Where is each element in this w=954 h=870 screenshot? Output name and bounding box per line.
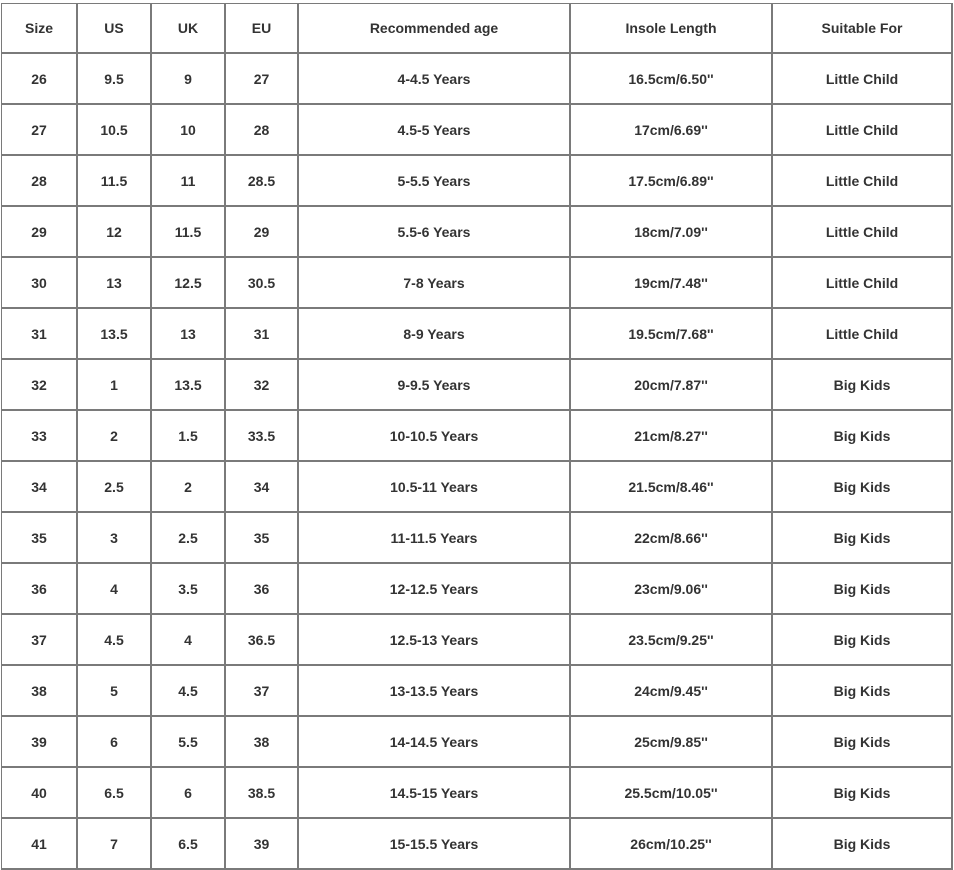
cell-size: 26 <box>2 54 78 105</box>
table-row <box>2 615 953 666</box>
table-row <box>2 54 953 105</box>
header-us: US <box>78 4 152 54</box>
cell-insole-length: 18cm/7.09'' <box>571 207 773 258</box>
cell-suitable-for: Big Kids <box>773 819 953 870</box>
cell-recommended-age: 15-15.5 Years <box>299 819 571 870</box>
table-row <box>2 564 953 615</box>
cell-suitable-for: Big Kids <box>773 411 953 462</box>
cell-size: 30 <box>2 258 78 309</box>
table-row <box>2 156 953 207</box>
cell-suitable-for: Big Kids <box>773 666 953 717</box>
cell-eu: 29 <box>226 207 299 258</box>
cell-us: 13 <box>78 258 152 309</box>
cell-suitable-for: Big Kids <box>773 564 953 615</box>
cell-eu: 36 <box>226 564 299 615</box>
cell-eu: 38.5 <box>226 768 299 819</box>
cell-size: 29 <box>2 207 78 258</box>
cell-recommended-age: 12-12.5 Years <box>299 564 571 615</box>
cell-eu: 28 <box>226 105 299 156</box>
cell-us: 1 <box>78 360 152 411</box>
cell-eu: 34 <box>226 462 299 513</box>
table-row <box>2 411 953 462</box>
cell-eu: 35 <box>226 513 299 564</box>
cell-insole-length: 21cm/8.27'' <box>571 411 773 462</box>
cell-eu: 36.5 <box>226 615 299 666</box>
cell-suitable-for: Big Kids <box>773 717 953 768</box>
cell-us: 2.5 <box>78 462 152 513</box>
table-row <box>2 462 953 513</box>
cell-uk: 13 <box>152 309 226 360</box>
cell-recommended-age: 8-9 Years <box>299 309 571 360</box>
table-row <box>2 819 953 870</box>
cell-uk: 13.5 <box>152 360 226 411</box>
cell-size: 34 <box>2 462 78 513</box>
cell-insole-length: 22cm/8.66'' <box>571 513 773 564</box>
cell-size: 28 <box>2 156 78 207</box>
cell-insole-length: 25.5cm/10.05'' <box>571 768 773 819</box>
cell-size: 33 <box>2 411 78 462</box>
cell-recommended-age: 5.5-6 Years <box>299 207 571 258</box>
cell-insole-length: 26cm/10.25'' <box>571 819 773 870</box>
cell-us: 11.5 <box>78 156 152 207</box>
cell-suitable-for: Little Child <box>773 105 953 156</box>
cell-suitable-for: Little Child <box>773 54 953 105</box>
cell-size: 32 <box>2 360 78 411</box>
cell-recommended-age: 14-14.5 Years <box>299 717 571 768</box>
cell-insole-length: 19.5cm/7.68'' <box>571 309 773 360</box>
table-row <box>2 105 953 156</box>
cell-suitable-for: Big Kids <box>773 513 953 564</box>
cell-suitable-for: Big Kids <box>773 768 953 819</box>
cell-recommended-age: 13-13.5 Years <box>299 666 571 717</box>
cell-size: 27 <box>2 105 78 156</box>
cell-size: 35 <box>2 513 78 564</box>
cell-us: 13.5 <box>78 309 152 360</box>
header-insole-length: Insole Length <box>571 4 773 54</box>
cell-uk: 1.5 <box>152 411 226 462</box>
cell-uk: 2.5 <box>152 513 226 564</box>
cell-insole-length: 25cm/9.85'' <box>571 717 773 768</box>
cell-eu: 32 <box>226 360 299 411</box>
cell-us: 6 <box>78 717 152 768</box>
cell-recommended-age: 10.5-11 Years <box>299 462 571 513</box>
cell-recommended-age: 10-10.5 Years <box>299 411 571 462</box>
cell-us: 7 <box>78 819 152 870</box>
cell-uk: 3.5 <box>152 564 226 615</box>
cell-uk: 9 <box>152 54 226 105</box>
cell-eu: 38 <box>226 717 299 768</box>
cell-us: 3 <box>78 513 152 564</box>
cell-us: 12 <box>78 207 152 258</box>
cell-uk: 11 <box>152 156 226 207</box>
cell-uk: 11.5 <box>152 207 226 258</box>
table-row <box>2 207 953 258</box>
cell-insole-length: 17.5cm/6.89'' <box>571 156 773 207</box>
table-row <box>2 717 953 768</box>
cell-insole-length: 17cm/6.69'' <box>571 105 773 156</box>
cell-recommended-age: 11-11.5 Years <box>299 513 571 564</box>
cell-recommended-age: 9-9.5 Years <box>299 360 571 411</box>
cell-size: 38 <box>2 666 78 717</box>
table-row <box>2 666 953 717</box>
cell-size: 40 <box>2 768 78 819</box>
cell-suitable-for: Little Child <box>773 258 953 309</box>
cell-uk: 4 <box>152 615 226 666</box>
cell-recommended-age: 5-5.5 Years <box>299 156 571 207</box>
cell-size: 41 <box>2 819 78 870</box>
cell-eu: 37 <box>226 666 299 717</box>
cell-eu: 28.5 <box>226 156 299 207</box>
table-row <box>2 513 953 564</box>
cell-insole-length: 20cm/7.87'' <box>571 360 773 411</box>
cell-uk: 5.5 <box>152 717 226 768</box>
cell-eu: 30.5 <box>226 258 299 309</box>
table-body <box>2 54 953 870</box>
cell-suitable-for: Little Child <box>773 156 953 207</box>
table-row <box>2 768 953 819</box>
cell-insole-length: 19cm/7.48'' <box>571 258 773 309</box>
cell-insole-length: 21.5cm/8.46'' <box>571 462 773 513</box>
cell-us: 6.5 <box>78 768 152 819</box>
header-suitable-for: Suitable For <box>773 4 953 54</box>
cell-recommended-age: 7-8 Years <box>299 258 571 309</box>
cell-eu: 39 <box>226 819 299 870</box>
cell-eu: 27 <box>226 54 299 105</box>
header-row <box>2 4 953 54</box>
size-chart-table <box>1 3 953 870</box>
cell-uk: 12.5 <box>152 258 226 309</box>
cell-uk: 2 <box>152 462 226 513</box>
cell-size: 36 <box>2 564 78 615</box>
cell-uk: 4.5 <box>152 666 226 717</box>
cell-insole-length: 24cm/9.45'' <box>571 666 773 717</box>
cell-us: 4 <box>78 564 152 615</box>
cell-uk: 10 <box>152 105 226 156</box>
cell-us: 4.5 <box>78 615 152 666</box>
cell-size: 31 <box>2 309 78 360</box>
cell-uk: 6.5 <box>152 819 226 870</box>
table-row <box>2 360 953 411</box>
cell-suitable-for: Big Kids <box>773 462 953 513</box>
cell-insole-length: 16.5cm/6.50'' <box>571 54 773 105</box>
cell-us: 2 <box>78 411 152 462</box>
cell-suitable-for: Little Child <box>773 309 953 360</box>
header-eu: EU <box>226 4 299 54</box>
cell-eu: 33.5 <box>226 411 299 462</box>
table-row <box>2 258 953 309</box>
cell-suitable-for: Big Kids <box>773 360 953 411</box>
cell-uk: 6 <box>152 768 226 819</box>
cell-size: 39 <box>2 717 78 768</box>
cell-us: 9.5 <box>78 54 152 105</box>
cell-recommended-age: 4-4.5 Years <box>299 54 571 105</box>
header-size: Size <box>2 4 78 54</box>
cell-insole-length: 23.5cm/9.25'' <box>571 615 773 666</box>
cell-insole-length: 23cm/9.06'' <box>571 564 773 615</box>
cell-recommended-age: 12.5-13 Years <box>299 615 571 666</box>
cell-recommended-age: 14.5-15 Years <box>299 768 571 819</box>
cell-suitable-for: Big Kids <box>773 615 953 666</box>
cell-recommended-age: 4.5-5 Years <box>299 105 571 156</box>
header-uk: UK <box>152 4 226 54</box>
cell-us: 10.5 <box>78 105 152 156</box>
cell-eu: 31 <box>226 309 299 360</box>
header-recommended-age: Recommended age <box>299 4 571 54</box>
cell-us: 5 <box>78 666 152 717</box>
cell-suitable-for: Little Child <box>773 207 953 258</box>
table-row <box>2 309 953 360</box>
cell-size: 37 <box>2 615 78 666</box>
